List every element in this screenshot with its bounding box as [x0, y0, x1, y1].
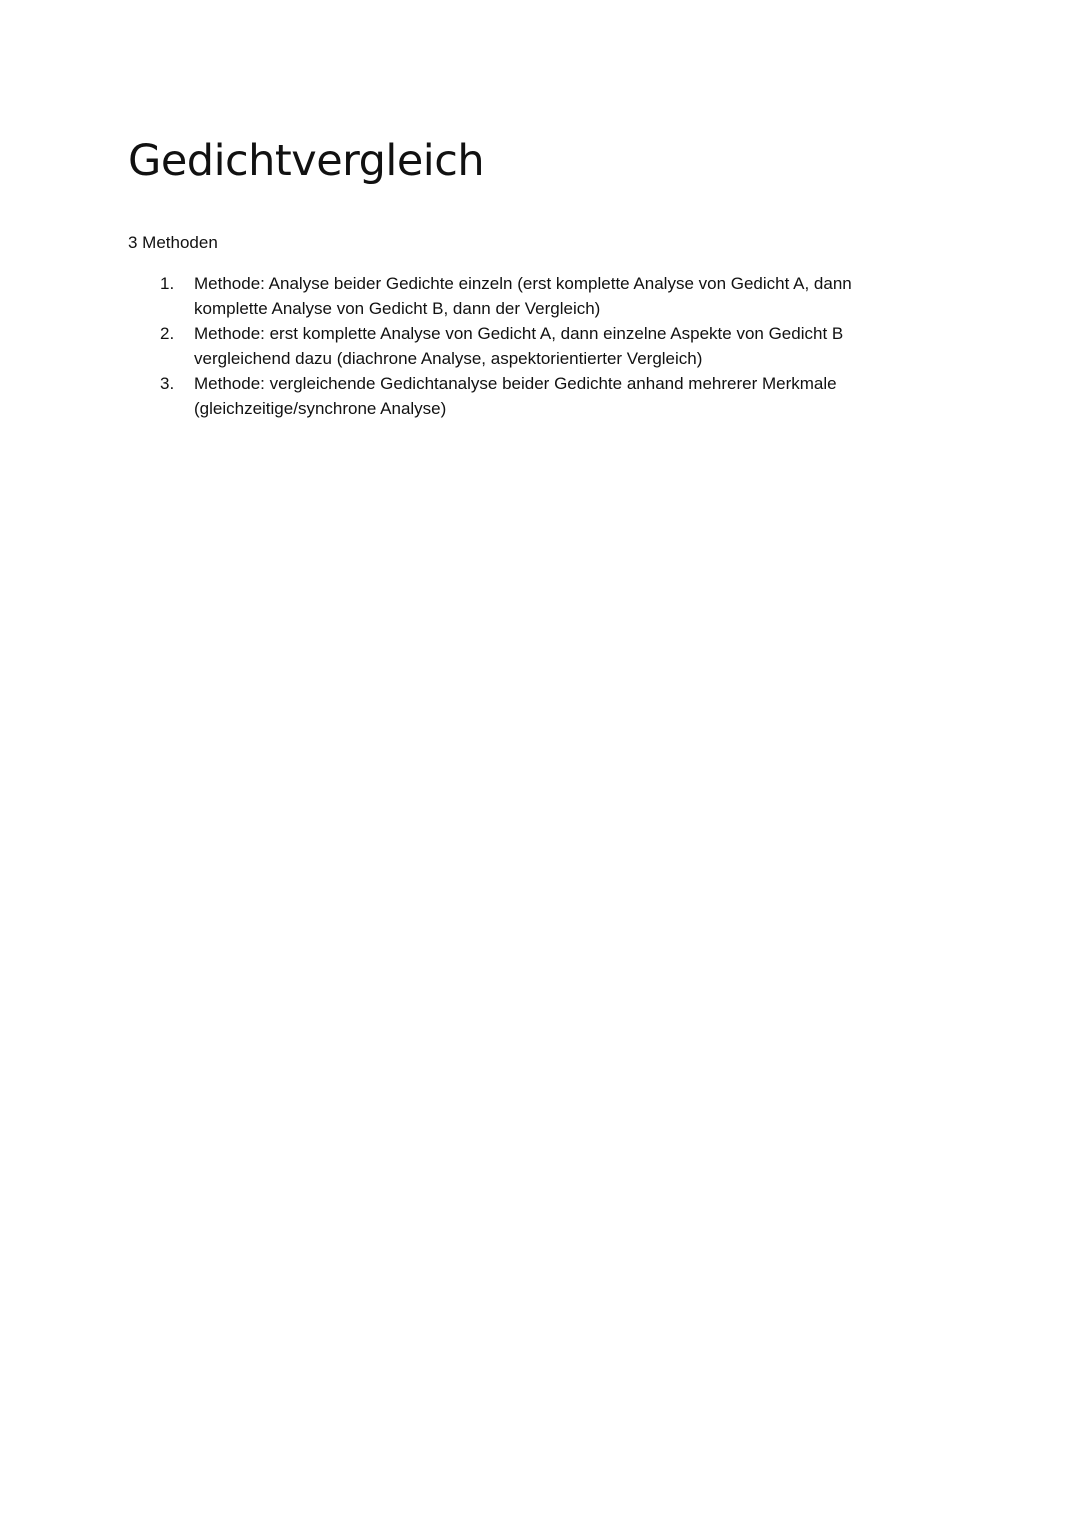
method-text-line: Methode: vergleichende Gedichtanalyse beider Gedichte anhand mehrerer Merkmale	[194, 374, 837, 393]
method-item-3	[160, 371, 920, 421]
method-text-line: (gleichzeitige/synchrone Analyse)	[194, 399, 447, 418]
method-item-2	[160, 321, 920, 371]
list-number: 1.	[160, 274, 175, 293]
method-text-line: Methode: erst komplette Analyse von Gedicht A, dann einzelne Aspekte von Gedicht B	[194, 324, 844, 343]
method-text-line: vergleichend dazu (diachrone Analyse, aspektorientierter Vergleich)	[194, 349, 703, 368]
section-heading: 3 Methoden	[128, 233, 218, 252]
page-title: Gedichtvergleich	[128, 136, 485, 186]
list-number: 2.	[160, 324, 175, 343]
methods-list	[160, 271, 920, 421]
list-number: 3.	[160, 374, 175, 393]
method-text-line: komplette Analyse von Gedicht B, dann der Vergleich)	[194, 299, 601, 318]
method-text-line: Methode: Analyse beider Gedichte einzeln (erst komplette Analyse von Gedicht A, dann	[194, 274, 852, 293]
method-item-1	[160, 271, 920, 321]
